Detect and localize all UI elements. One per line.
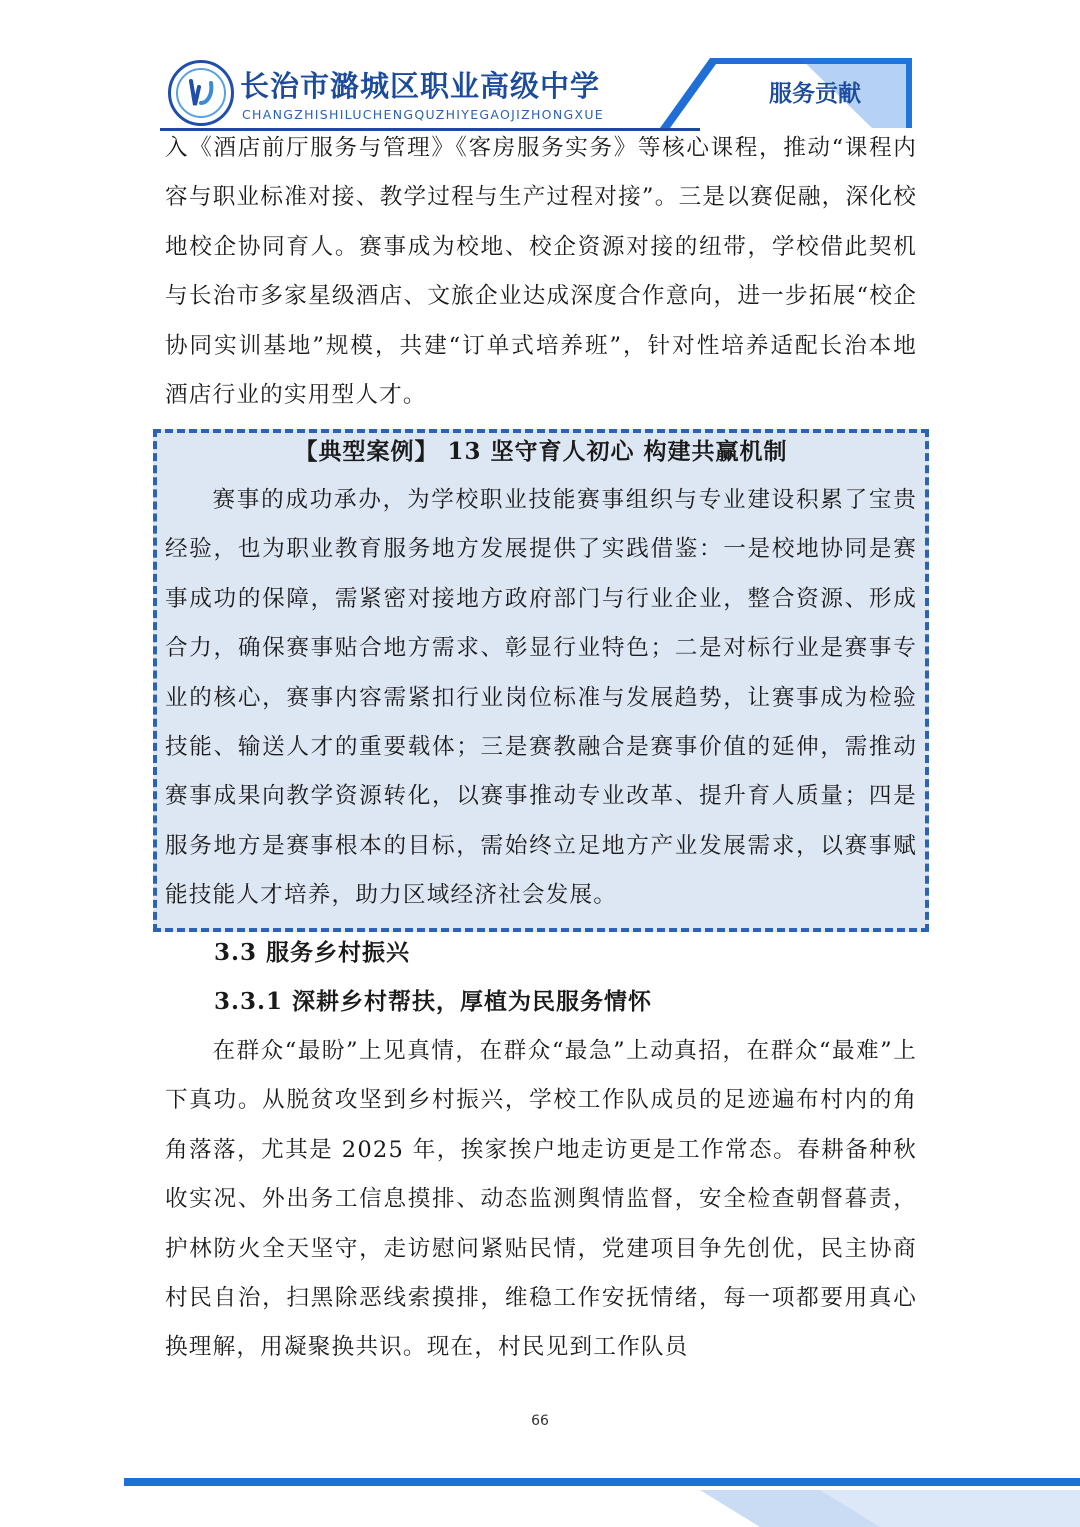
case-title: 【典型案例】 13 坚守育人初心 构建共赢机制	[294, 438, 788, 465]
footer-bar	[0, 1468, 1080, 1527]
section-heading-3-3: 3.3 服务乡村振兴	[214, 939, 411, 966]
page-header	[0, 0, 1080, 140]
case-paragraph: 赛事的成功承办，为学校职业技能赛事组织与专业建设积累了宝贵经验，也为职业教育服务地方发展提供了实践借鉴：一是校地协同是赛事成功的保障，需紧密对接地方政府部门与行业企业，整合资源、形成合力，确保赛事贴合地方需求、彰显行业特色；二是对标行业是赛事专业的核心，赛事内容需紧扣行业岗位标准与发展趋势，让赛事成为检验技能、输送人才的重要载体；三是赛教融合是赛事价值的延伸，需推动赛事成果向教学资源转化，以赛事推动专业改革、提升育人质量；四是服务地方是赛事根本的目标，需始终立足地方产业发展需求，以赛事赋能技能人才培养，助力区域经济社会发展。	[165, 487, 917, 909]
section-label: 服务贡献	[769, 81, 861, 107]
school-name: 长治市潞城区职业高级中学	[240, 69, 601, 103]
page-number: 66	[531, 1413, 549, 1429]
school-pinyin: CHANGZHISHILUCHENGQUZHIYEGAOJIZHONGXUE	[242, 107, 604, 122]
emblem-swoosh-icon	[181, 73, 221, 113]
intro-paragraph: 入《酒店前厅服务与管理》《客房服务实务》等核心课程，推动“课程内容与职业标准对接、教学过程与生产过程对接”。三是以赛促融，深化校地校企协同育人。赛事成为校地、校企资源对接的纽带，学校借此契机与长治市多家星级酒店、文旅企业达成深度合作意向，进一步拓展“校企协同实训基地”规模，共建“订单式培养班”，针对性培养适配长治本地酒店行业的实用型人才。	[165, 135, 917, 409]
rural-paragraph: 在群众“最盼”上见真情，在群众“最急”上动真招，在群众“最难”上下真功。从脱贫攻坚到乡村振兴，学校工作队成员的足迹遍布村内的角角落落，尤其是 2025 年，挨家挨户地走访更是工作常态。春耕备种秋收实况、外出务工信息摸排、动态监测舆情监督，安全检查朝督暮责，护林防火全天坚守，走访慰问紧贴民情，党建项目争先创优，民主协商村民自治，扫黑除恶线索摸排，维稳工作安抚情绪，每一项都要用真心换理解，用凝聚换共识。现在，村民见到工作队员	[165, 1038, 917, 1361]
school-emblem-icon	[168, 60, 234, 126]
section-heading-3-3-1: 3.3.1 深耕乡村帮扶，厚植为民服务情怀	[214, 988, 653, 1015]
